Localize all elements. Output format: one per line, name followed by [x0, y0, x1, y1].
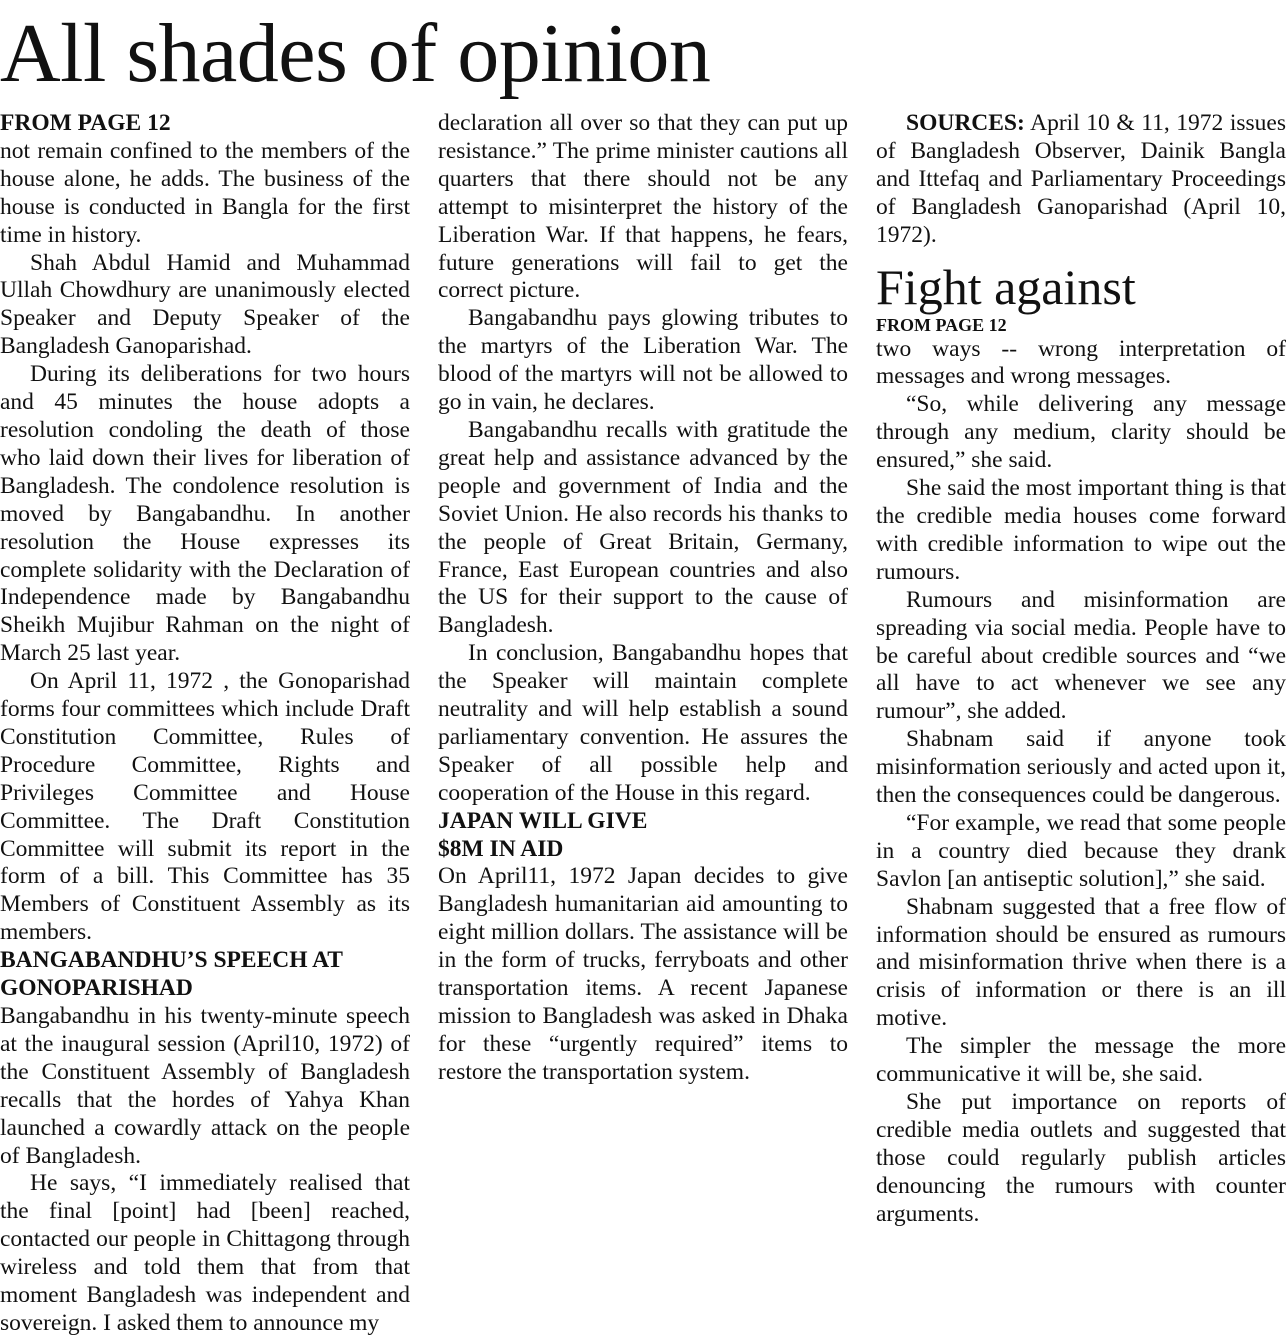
body-paragraph: Bangabandhu recalls with gratitude the great help and assistance advanced by the people and government of India and the Soviet Union. He also records his thanks to the people of Great Britain, Germany, France, East European countries and also the US for their support to the cause of Bangladesh. [438, 416, 848, 639]
body-paragraph: Rumours and misinformation are spreading via social media. People have to be careful about credible sources and “we all have to act whenever we see any rumour”, she added. [876, 586, 1286, 725]
body-paragraph: Bangabandhu pays glowing tributes to the martyrs of the Liberation War. The blood of the martyrs will not be allowed to go in vain, he declares. [438, 305, 848, 416]
article-headline: All shades of opinion [0, 7, 711, 100]
sources-text: April 10 & 11, 1972 issues of Bangladesh Observer, Dainik Bangla and Ittefaq and Parliamentary Proceedings of Bangladesh Ganoparishad (April 10, 1972). [876, 110, 1286, 248]
kicker-from-page: FROM PAGE 12 [0, 110, 171, 136]
column-1 [0, 110, 410, 1342]
body-paragraph: Shah Abdul Hamid and Muhammad Ullah Chowdhury are unanimously elected Speaker and Deputy Speaker of the Bangladesh Ganoparishad. [0, 249, 410, 360]
body-paragraph: She said the most important thing is that the credible media houses come forward with credible information to wipe out the rumours. [876, 475, 1286, 585]
kicker-from-page-2: FROM PAGE 12 [876, 314, 1007, 335]
body-paragraph: The simpler the message the more communicative it will be, she said. [876, 1033, 1286, 1088]
subhead-japan-line2: $8M IN AID [438, 835, 564, 862]
sources-label: SOURCES: [906, 110, 1025, 136]
body-paragraph: “So, while delivering any message through any medium, clarity should be ensured,” she said. [876, 391, 1286, 474]
body-paragraph: During its deliberations for two hours and 45 minutes the house adopts a resolution condoling the death of those who laid down their lives for liberation of Bangladesh. The condolence resolution is moved by Bangabandhu. In another resolution the House expresses its complete solidarity with the Declaration of Independence made by Bangabandhu Sheikh Mujibur Rahman on the night of March 25 last year. [0, 361, 410, 667]
body-paragraph: “For example, we read that some people in a country died because they drank Savlon [an antiseptic solution],” she said. [876, 809, 1286, 892]
column-3 [876, 110, 1286, 1342]
subhead-speech: BANGABANDHU’S SPEECH AT GONOPARISHAD [0, 947, 343, 1002]
body-paragraph: On April11, 1972 Japan decides to give Bangladesh humanitarian aid amounting to eight million dollars. The assistance will be in the form of trucks, ferryboats and other transportation items. A recent Japanese mission to Bangladesh was asked in Dhaka for these “urgently required” items to restore the transportation system. [438, 863, 848, 1085]
body-paragraph-continues: He says, “I immediately realised that the final [point] had [been] reached, contacted our people in Chittagong through wireless and told them that from that moment Bangladesh was independent and sovereign. I asked them to announce my [0, 1170, 410, 1336]
secondary-headline: Fight against [876, 258, 1136, 315]
body-paragraph: not remain confined to the members of the house alone, he adds. The business of the house is conducted in Bangla for the first time in history. [0, 137, 410, 248]
body-paragraph: She put importance on reports of credible media outlets and suggested that those could regularly publish articles denouncing the rumours with counter arguments. [876, 1089, 1286, 1227]
body-paragraph: Shabnam said if anyone took misinformation seriously and acted upon it, then the consequences could be dangerous. [876, 726, 1286, 809]
body-paragraph: Shabnam suggested that a free flow of information should be ensured as rumours and misinformation thrive when there is a crisis of information or there is an ill motive. [876, 893, 1286, 1032]
column-2-flow [438, 110, 848, 1087]
body-paragraph: two ways -- wrong interpretation of messages and wrong messages. [876, 335, 1286, 390]
body-paragraph: Bangabandhu in his twenty-minute speech at the inaugural session (April10, 1972) of the Constituent Assembly of Bangladesh recalls that the hordes of Yahya Khan launched a cowardly attack on the people of Bangladesh. [0, 1003, 410, 1169]
sources-note [876, 110, 1286, 250]
subhead-japan-line1: JAPAN WILL GIVE [438, 807, 648, 834]
column-2 [438, 110, 848, 1342]
body-paragraph-continued: declaration all over so that they can put up resistance.” The prime minister cautions all quarters that there should not be any attempt to misinterpret the history of the Liberation War. If that happens, he fears, future generations will fail to get the correct picture. [438, 110, 848, 304]
body-paragraph: In conclusion, Bangabandhu hopes that the Speaker will maintain complete neutrality and will help establish a sound parliamentary convention. He assures the Speaker of all possible help and cooperation of the House in this regard. [438, 640, 848, 806]
body-paragraph: On April 11, 1972 , the Gonoparishad forms four committees which include Draft Constitution Committee, Rules of Procedure Committee, Rights and Privileges Committee and House Committee. The Draft Constitution Committee will submit its report in the form of a bill. This Committee has 35 Members of Constituent Assembly as its members. [0, 668, 410, 946]
